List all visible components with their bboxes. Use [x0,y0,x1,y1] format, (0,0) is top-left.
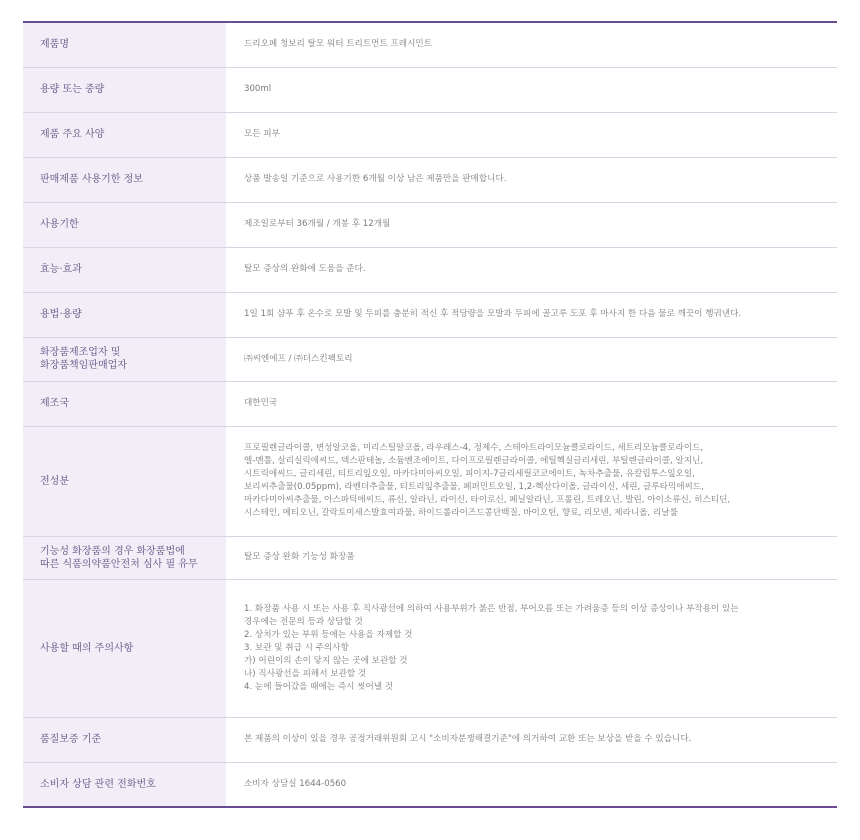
row-value: 본 제품의 이상이 있을 경우 공정거래위원회 고시 "소비자분쟁해결기준"에 의거하여 교환 또는 보상을 받을 수 있습니다. [226,717,837,762]
row-value: 탈모 증상 완화 기능성 화장품 [226,536,837,579]
row-label: 기능성 화장품의 경우 화장품법에 따른 식품의약품안전처 심사 필 유무 [23,536,226,579]
row-value: 상품 발송일 기준으로 사용기한 6개월 이상 남은 제품만을 판매합니다. [226,157,837,202]
table-row [23,112,837,157]
row-label: 제품명 [23,22,226,67]
row-label: 제조국 [23,381,226,426]
row-label: 화장품제조업자 및 화장품책임판매업자 [23,337,226,381]
product-info-table [23,21,837,808]
row-label: 효능·효과 [23,247,226,292]
table-row [23,536,837,579]
row-label: 사용할 때의 주의사항 [23,579,226,717]
row-value: 모든 피부 [226,112,837,157]
row-label: 용법·용량 [23,292,226,337]
row-value: 제조일로부터 36개월 / 개봉 후 12개월 [226,202,837,247]
row-value: 300ml [226,67,837,112]
table-row [23,292,837,337]
row-label: 전성분 [23,426,226,536]
row-value: 드리오페 청보리 탈모 워터 트리트먼트 프레시민트 [226,22,837,67]
row-label: 판매제품 사용기한 정보 [23,157,226,202]
row-value: 1. 화장품 사용 시 또는 사용 후 직사광선에 의하여 사용부위가 붉은 반점, 부어오름 또는 가려움증 등의 이상 증상이나 부작용이 있는 경우에는 전문의 등과 상담할 것 2. 상처가 있는 부위 등에는 사용을 자제할 것 3. 보관 및 취급 시 주의사항 가) 어린이의 손이 닿지 않는 곳에 보관할 것 나) 직사광선을 피해서 보관할 것 4. 눈에 들어갔을 때에는 즉시 씻어낼 것 [226,579,837,717]
row-value: ㈜씨엔에프 / ㈜더스킨팩토리 [226,337,837,381]
row-label: 제품 주요 사양 [23,112,226,157]
row-value: 대한민국 [226,381,837,426]
table-row [23,426,837,536]
table-row [23,762,837,807]
row-label: 품질보증 기준 [23,717,226,762]
row-value: 소비자 상담실 1644-0560 [244,778,347,789]
table-row [23,381,837,426]
table-row [23,247,837,292]
table-row [23,337,837,381]
table-row [23,22,837,67]
table-row [23,157,837,202]
row-label: 사용기한 [23,202,226,247]
product-info-notice [23,21,837,808]
table-row [23,717,837,762]
row-value: 탈모 증상의 완화에 도움을 준다. [226,247,837,292]
row-value: 프로필렌글라이콜, 변성알코올, 미리스틸알코올, 라우레스-4, 정제수, 스테아트라이모늄클로라이드, 세트리모늄클로라이드, 엘-멘톨, 살리실릭애씨드, 덱스판테놀, 소듐벤조에이트, 다이프로필렌글라이콜, 에틸헥실글리세린, 부틸렌글라이콜, 알지닌, 시트릭애씨드, 글리세린, 티트리잎오일, 마카다미아씨오일, 피이지-7글리세릴코코에이트, 녹차추출물, 유칼립투스잎오일, 보리씨추출물(0.05ppm), 라벤더추출물, 티트리잎추출물, 페퍼민트오일, 1,2-헥산다이올, 글라이신, 세린, 글루타믹애씨드, 마카다미아씨추출물, 아스파틱애씨드, 류신, 알라닌, 라이신, 타이로신, 페닐알라닌, 프롤린, 트레오닌, 발린, 아이소류신, 히스티딘, 시스테인, 메티오닌, 갈락토미세스발효여과물, 하이드롤라이즈드콩단백질, 바이오틴, 향료, 리모넨, 제라니올, 리날룰 [226,426,837,536]
row-label: 용량 또는 중량 [23,67,226,112]
row-value: 1일 1회 샴푸 후 온수로 모발 및 두피를 충분히 적신 후 적당량을 모발과 두피에 골고루 도포 후 마사지 한 다음 물로 깨끗이 헹궈낸다. [226,292,837,337]
row-label: 소비자 상담 관련 전화번호 [23,762,226,807]
table-row [23,579,837,717]
table-row [23,67,837,112]
table-row [23,202,837,247]
